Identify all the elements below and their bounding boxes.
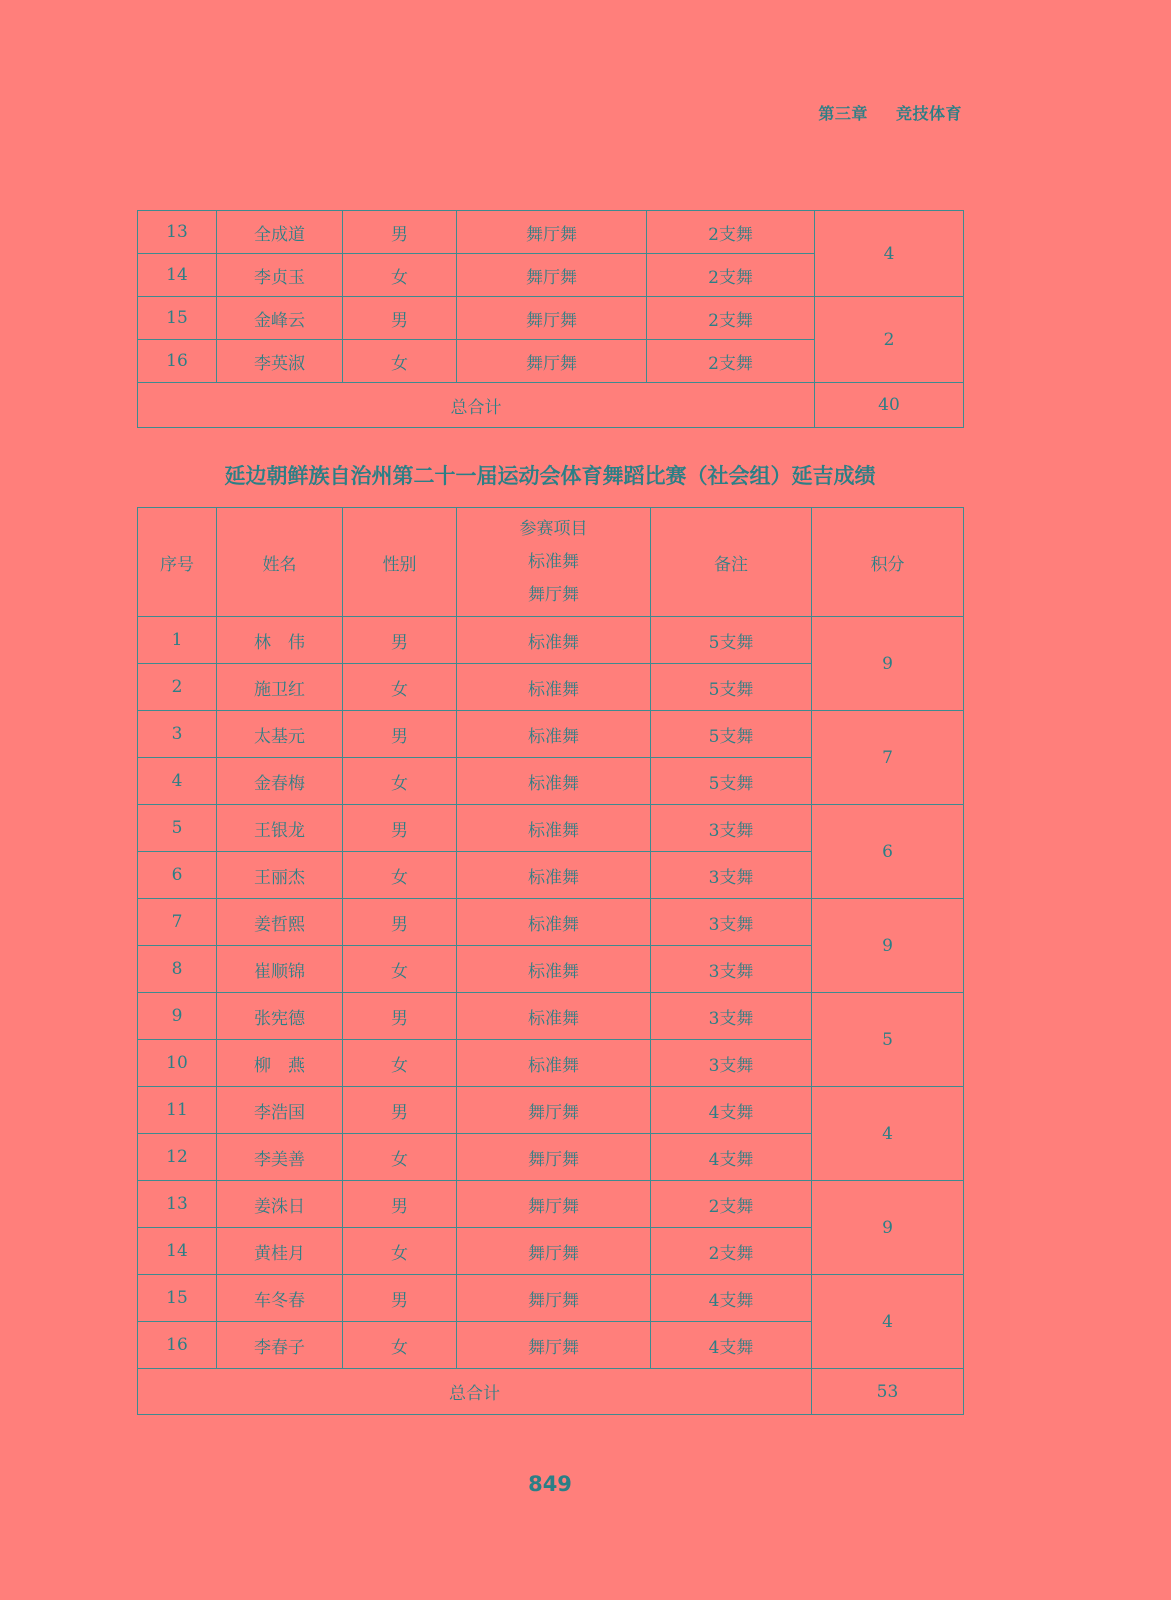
page-number: 849 (528, 1472, 572, 1496)
cell-name: 李浩国 (217, 1087, 343, 1134)
cell-no: 16 (138, 340, 217, 383)
cell-name: 全成道 (217, 211, 343, 254)
header-score: 积分 (812, 508, 964, 617)
cell-event: 标准舞 (457, 852, 651, 899)
cell-no: 2 (138, 664, 217, 711)
cell-score: 2 (815, 297, 964, 383)
cell-name: 王丽杰 (217, 852, 343, 899)
cell-event: 舞厅舞 (457, 340, 647, 383)
section-title: 延边朝鲜族自治州第二十一届运动会体育舞蹈比赛（社会组）延吉成绩 (224, 464, 876, 488)
cell-no: 4 (138, 758, 217, 805)
cell-gender: 男 (343, 993, 457, 1040)
cell-note: 2支舞 (647, 340, 815, 383)
header-event-line: 参赛项目 (519, 518, 588, 539)
header-event (457, 508, 651, 617)
table-row (138, 805, 964, 852)
total-row (138, 383, 964, 428)
cell-note: 4支舞 (651, 1134, 812, 1181)
cell-no: 3 (138, 711, 217, 758)
cell-gender: 女 (343, 340, 457, 383)
cell-name: 崔顺锦 (217, 946, 343, 993)
cell-gender: 女 (343, 1040, 457, 1087)
cell-gender: 女 (343, 1322, 457, 1369)
cell-score: 4 (815, 211, 964, 297)
table-row (138, 617, 964, 664)
table-row (138, 1087, 964, 1134)
cell-score: 9 (812, 899, 964, 993)
cell-note: 2支舞 (647, 254, 815, 297)
header-gender: 性别 (343, 508, 457, 617)
cell-score: 9 (812, 617, 964, 711)
table-row (138, 297, 964, 340)
cell-gender: 男 (343, 617, 457, 664)
cell-note: 3支舞 (651, 899, 812, 946)
cell-event: 标准舞 (457, 758, 651, 805)
table-row (138, 993, 964, 1040)
cell-name: 王银龙 (217, 805, 343, 852)
cell-no: 6 (138, 852, 217, 899)
cell-no: 8 (138, 946, 217, 993)
cell-name: 车冬春 (217, 1275, 343, 1322)
cell-name: 金峰云 (217, 297, 343, 340)
cell-score: 7 (812, 711, 964, 805)
cell-note: 5支舞 (651, 664, 812, 711)
cell-name: 太基元 (217, 711, 343, 758)
table-row (138, 1275, 964, 1322)
cell-no: 14 (138, 1228, 217, 1275)
header-name: 姓名 (217, 508, 343, 617)
cell-score: 9 (812, 1181, 964, 1275)
cell-note: 3支舞 (651, 1040, 812, 1087)
cell-gender: 男 (343, 805, 457, 852)
total-label: 总合计 (138, 383, 815, 428)
cell-no: 13 (138, 211, 217, 254)
cell-gender: 女 (343, 946, 457, 993)
total-row (138, 1369, 964, 1415)
header-row (138, 508, 964, 617)
cell-gender: 女 (343, 664, 457, 711)
cell-score: 4 (812, 1275, 964, 1369)
cell-event: 舞厅舞 (457, 254, 647, 297)
cell-event: 舞厅舞 (457, 1322, 651, 1369)
cell-no: 13 (138, 1181, 217, 1228)
chapter-label: 第三章 (818, 104, 868, 123)
header-event-line: 标准舞 (528, 551, 579, 572)
cell-no: 7 (138, 899, 217, 946)
table-row (138, 1181, 964, 1228)
results-body (138, 508, 964, 1415)
cell-gender: 男 (343, 1275, 457, 1322)
total-value: 53 (812, 1369, 964, 1415)
table-row (138, 899, 964, 946)
continued-results-table (137, 210, 964, 428)
cell-gender: 女 (343, 1228, 457, 1275)
cell-no: 10 (138, 1040, 217, 1087)
cell-event: 舞厅舞 (457, 297, 647, 340)
table-row (138, 711, 964, 758)
cell-gender: 男 (343, 1087, 457, 1134)
cell-score: 4 (812, 1087, 964, 1181)
cell-note: 2支舞 (647, 297, 815, 340)
cell-gender: 女 (343, 852, 457, 899)
cell-no: 12 (138, 1134, 217, 1181)
cell-no: 16 (138, 1322, 217, 1369)
table-row (138, 211, 964, 254)
cell-event: 标准舞 (457, 711, 651, 758)
continued-results-body (138, 211, 964, 428)
header-note: 备注 (651, 508, 812, 617)
cell-gender: 女 (343, 758, 457, 805)
cell-no: 15 (138, 1275, 217, 1322)
cell-no: 15 (138, 297, 217, 340)
cell-event: 标准舞 (457, 946, 651, 993)
running-head (818, 101, 962, 124)
cell-gender: 女 (343, 254, 457, 297)
cell-gender: 男 (343, 899, 457, 946)
cell-note: 4支舞 (651, 1275, 812, 1322)
cell-event: 舞厅舞 (457, 1275, 651, 1322)
cell-event: 标准舞 (457, 617, 651, 664)
chapter-title: 竞技体育 (895, 104, 962, 123)
cell-name: 柳 燕 (217, 1040, 343, 1087)
cell-note: 3支舞 (651, 805, 812, 852)
cell-note: 2支舞 (651, 1228, 812, 1275)
cell-name: 姜哲熙 (217, 899, 343, 946)
cell-note: 4支舞 (651, 1087, 812, 1134)
cell-note: 4支舞 (651, 1322, 812, 1369)
cell-event: 标准舞 (457, 993, 651, 1040)
cell-note: 3支舞 (651, 946, 812, 993)
cell-name: 林 伟 (217, 617, 343, 664)
cell-note: 2支舞 (647, 211, 815, 254)
header-no: 序号 (138, 508, 217, 617)
cell-note: 3支舞 (651, 993, 812, 1040)
cell-note: 3支舞 (651, 852, 812, 899)
cell-gender: 男 (343, 211, 457, 254)
results-table (137, 507, 964, 1415)
total-label: 总合计 (138, 1369, 812, 1415)
cell-score: 5 (812, 993, 964, 1087)
cell-gender: 男 (343, 297, 457, 340)
cell-event: 舞厅舞 (457, 211, 647, 254)
cell-event: 标准舞 (457, 664, 651, 711)
cell-score: 6 (812, 805, 964, 899)
total-value: 40 (815, 383, 964, 428)
cell-note: 2支舞 (651, 1181, 812, 1228)
cell-gender: 男 (343, 711, 457, 758)
cell-note: 5支舞 (651, 758, 812, 805)
cell-no: 5 (138, 805, 217, 852)
cell-no: 14 (138, 254, 217, 297)
cell-event: 舞厅舞 (457, 1134, 651, 1181)
cell-name: 姜洙日 (217, 1181, 343, 1228)
cell-event: 标准舞 (457, 805, 651, 852)
cell-name: 李英淑 (217, 340, 343, 383)
cell-event: 舞厅舞 (457, 1228, 651, 1275)
cell-note: 5支舞 (651, 617, 812, 664)
header-event-line: 舞厅舞 (528, 584, 579, 605)
cell-gender: 女 (343, 1134, 457, 1181)
cell-event: 标准舞 (457, 899, 651, 946)
cell-name: 李贞玉 (217, 254, 343, 297)
cell-gender: 男 (343, 1181, 457, 1228)
cell-event: 标准舞 (457, 1040, 651, 1087)
cell-name: 张宪德 (217, 993, 343, 1040)
cell-note: 5支舞 (651, 711, 812, 758)
cell-name: 施卫红 (217, 664, 343, 711)
cell-name: 金春梅 (217, 758, 343, 805)
cell-no: 11 (138, 1087, 217, 1134)
cell-event: 舞厅舞 (457, 1087, 651, 1134)
cell-no: 9 (138, 993, 217, 1040)
cell-name: 李美善 (217, 1134, 343, 1181)
cell-name: 李春子 (217, 1322, 343, 1369)
cell-no: 1 (138, 617, 217, 664)
cell-event: 舞厅舞 (457, 1181, 651, 1228)
cell-name: 黄桂月 (217, 1228, 343, 1275)
